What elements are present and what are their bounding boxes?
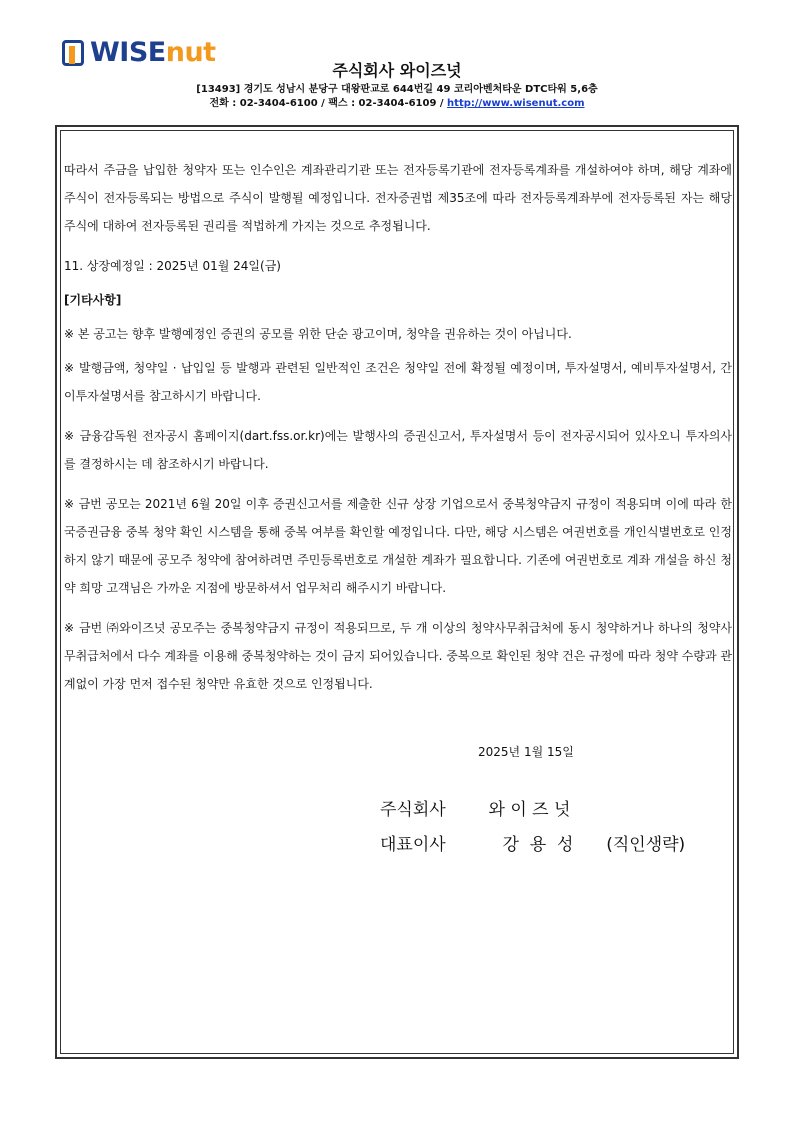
note-issue-terms: ※ 발행금액, 청약일 · 납입일 등 발행과 관련된 일반적인 조건은 청약일 전에 확정될 예정이며, 투자설명서, 예비투자설명서, 간이투자설명서를 참고하시기 바랍니다. (64, 361, 732, 403)
other-matters-heading: [기타사항] (64, 293, 122, 307)
signature-ceo-label: 대표이사 (380, 835, 446, 855)
signature-ceo (380, 830, 685, 855)
company-name: 주식회사 와이즈넛 (332, 61, 462, 80)
website-link[interactable]: http://www.wisenut.com (447, 98, 585, 109)
notice-date: 2025년 1월 15일 (478, 745, 574, 759)
listing-date-item: 11. 상장예정일 : 2025년 01월 24일(금) (64, 259, 281, 273)
signature-seal-note: (직인생략) (606, 835, 686, 855)
note-duplicate-check-system: ※ 금번 공모는 2021년 6월 20일 이후 증권신고서를 제출한 신규 상장 기업으로서 중복청약금지 규정이 적용되며 이에 따라 한국증권금융 중복 청약 확인 시스템을 통해 중복 여부를 확인할 예정입니다. 다만, 해당 시스템은 여권번호를 개인식별번호로 인정하지 않기 때문에 공모주 청약에 참여하려면 주민등록번호로 개설한 계좌가 필요합니다. 기존에 여권번호로 계좌 개설을 하신 청약 희망 고객님은 가까운 지점에 방문하셔서 업무처리 해주시기 바랍니다. (64, 497, 732, 595)
company-contact (0, 94, 794, 109)
document-body (64, 156, 732, 710)
note-duplicate-prohibition: ※ 금번 ㈜와이즈넛 공모주는 중복청약금지 규정이 적용되므로, 두 개 이상의 청약사무취급처에 동시 청약하거나 하나의 청약사무취급처에서 다수 계좌를 이용해 중복청약하는 것이 금지 되어있습니다. 중복으로 확인된 청약 건은 규정에 따라 청약 수량과 관계없이 가장 먼저 접수된 청약만 유효한 것으로 인정됩니다. (64, 621, 732, 691)
contact-phone-fax: 전화 : 02-3404-6100 / 팩스 : 02-3404-6109 / (209, 98, 448, 109)
signature-company-label: 주식회사 (380, 800, 446, 820)
note-advertisement: ※ 본 공고는 향후 발행예정인 증권의 공모를 위한 단순 광고이며, 청약을 권유하는 것이 아닙니다. (64, 327, 572, 341)
company-address: [13493] 경기도 성남시 분당구 대왕판교로 644번길 49 코리아벤처타운 DTC타워 5,6층 (196, 84, 598, 95)
paragraph-electronic-registration: 따라서 주금을 납입한 청약자 또는 인수인은 계좌관리기관 또는 전자등록기관에 전자등록계좌를 개설하여야 하며, 해당 계좌에 주식이 전자등록되는 방법으로 주식이 발행될 예정입니다. 전자증권법 제35조에 따라 전자등록계좌부에 전자등록된 자는 해당 주식에 대하여 전자등록된 권리를 적법하게 가지는 것으로 추정됩니다. (64, 163, 732, 233)
signature-company (380, 795, 570, 820)
note-dart-disclosure: ※ 금융감독원 전자공시 홈페이지(dart.fss.or.kr)에는 발행사의 증권신고서, 투자설명서 등이 전자공시되어 있사오니 투자의사를 결정하시는 데 참조하시기 바랍니다. (64, 429, 732, 471)
signature-ceo-name: 강 용 성 (502, 835, 574, 855)
signature-company-name: 와 이 즈 넛 (488, 800, 571, 820)
logo-wordmark: WISEnut (90, 37, 216, 68)
